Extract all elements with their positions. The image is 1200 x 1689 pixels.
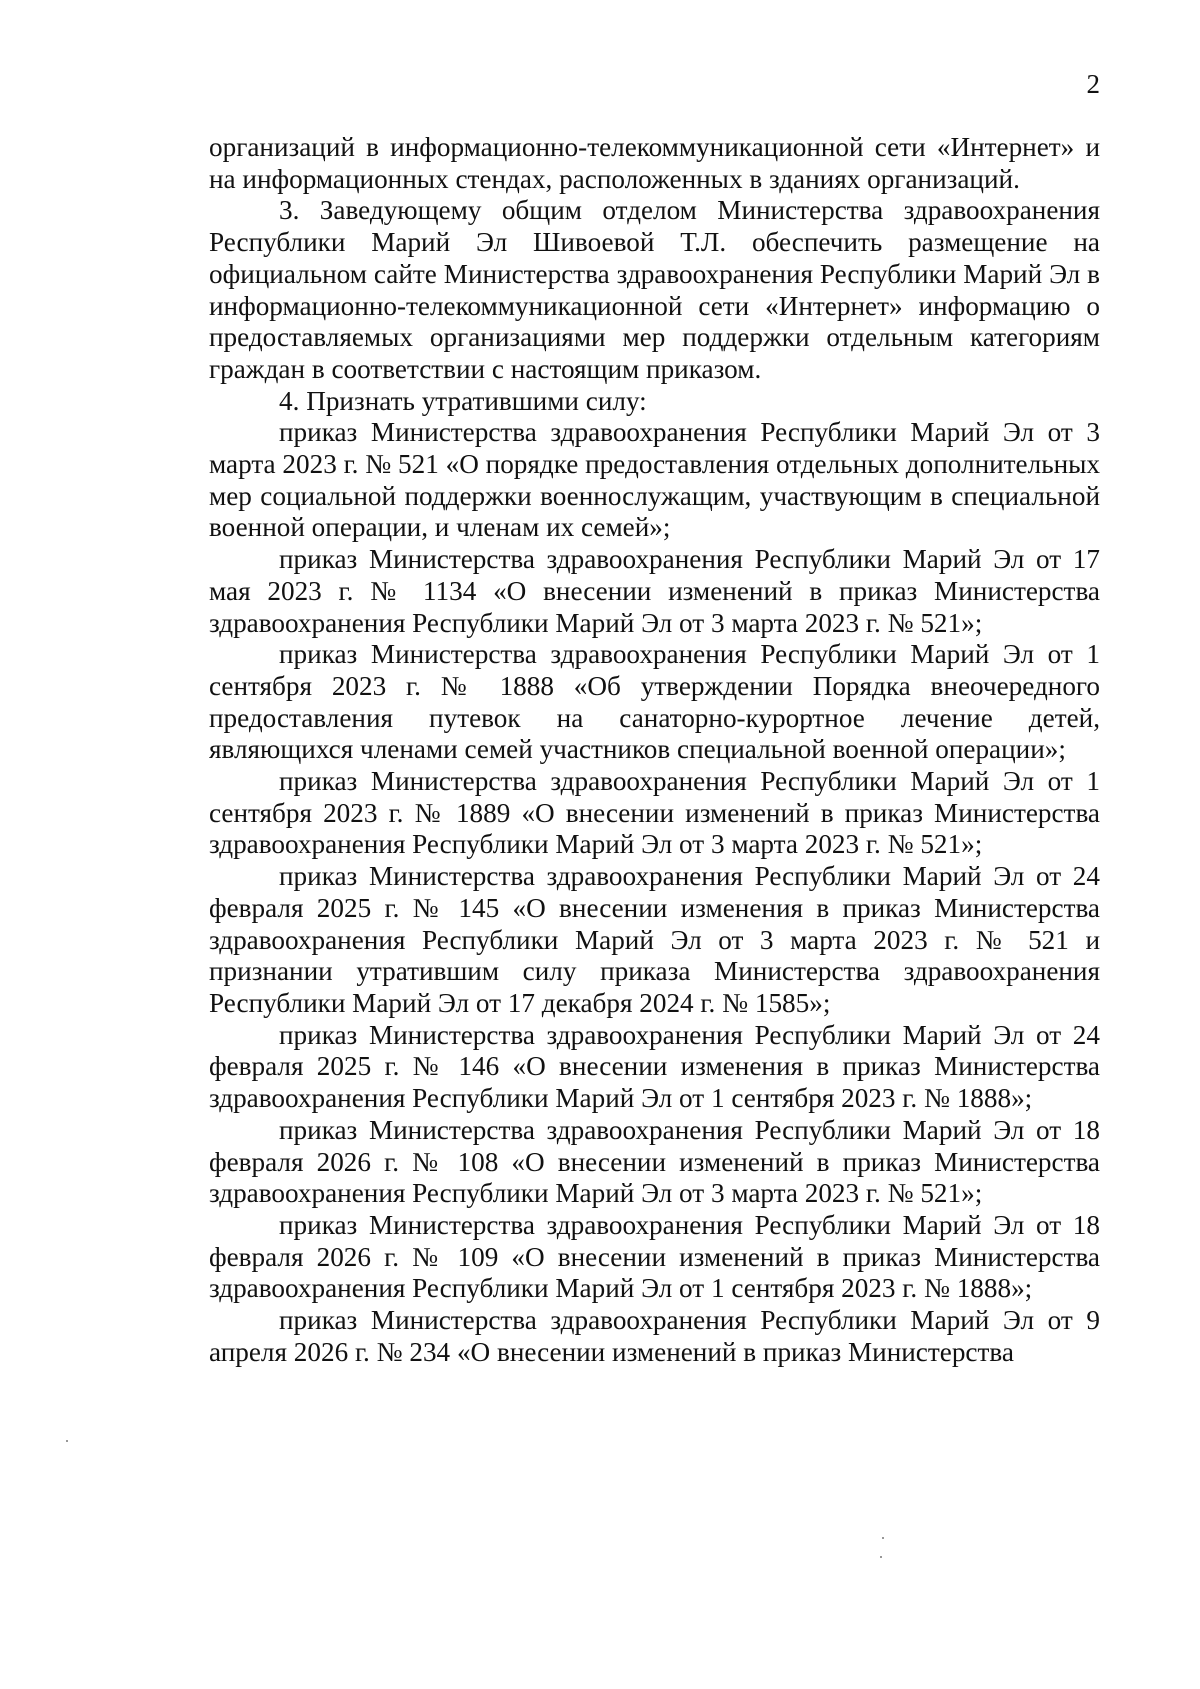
paragraph-repealed-order-234: приказ Министерства здравоохранения Республики Марий Эл от 9 апреля 2026 г. № 234 «О внесении изменений в приказ Министерства	[209, 1305, 1100, 1367]
document-body	[209, 132, 1100, 1368]
paragraph-repealed-order-1134: приказ Министерства здравоохранения Республики Марий Эл от 17 мая 2023 г. № 1134 «О внесении изменений в приказ Министерства здравоохранения Республики Марий Эл от 3 марта 2023 г. № 521»;	[209, 544, 1100, 638]
paragraph-repealed-order-108: приказ Министерства здравоохранения Республики Марий Эл от 18 февраля 2026 г. № 108 «О внесении изменений в приказ Министерства здравоохранения Республики Марий Эл от 3 марта 2023 г. № 521»;	[209, 1114, 1100, 1209]
paragraph-repealed-order-1889: приказ Министерства здравоохранения Республики Марий Эл от 1 сентября 2023 г. № 1889 «О внесении изменений в приказ Министерства здравоохранения Республики Марий Эл от 3 марта 2023 г. № 521»;	[209, 766, 1100, 860]
page-number: 2	[1086, 69, 1100, 99]
paragraph-repealed-order-146: приказ Министерства здравоохранения Республики Марий Эл от 24 февраля 2025 г. № 146 «О внесении изменения в приказ Министерства здравоохранения Республики Марий Эл от 1 сентября 2023 г. № 1888»;	[209, 1019, 1100, 1114]
scan-speck	[66, 1440, 68, 1442]
paragraph-repealed-order-1888: приказ Министерства здравоохранения Республики Марий Эл от 1 сентября 2023 г. № 1888 «Об утверждении Порядка внеочередного предоставления путевок на санаторно-курортное лечение детей, являющихся членами семей участников специальной военной операции»;	[209, 639, 1100, 765]
paragraph-item-4: 4. Признать утратившими силу:	[279, 385, 647, 416]
scan-speck	[880, 1556, 882, 1558]
paragraph-repealed-order-109: приказ Министерства здравоохранения Республики Марий Эл от 18 февраля 2026 г. № 109 «О внесении изменений в приказ Министерства здравоохранения Республики Марий Эл от 1 сентября 2023 г. № 1888»;	[209, 1209, 1100, 1304]
paragraph-continuation: организаций в информационно-телекоммуникационной сети «Интернет» и на информационных стендах, расположенных в зданиях организаций.	[209, 132, 1100, 194]
paragraph-repealed-order-521: приказ Министерства здравоохранения Республики Марий Эл от 3 марта 2023 г. № 521 «О порядке предоставления отдельных дополнительных мер социальной поддержки военнослужащим, участвующим в специальной военной операции, и членам их семей»;	[209, 417, 1100, 543]
paragraph-item-3: 3. Заведующему общим отделом Министерства здравоохранения Республики Марий Эл Шивоевой Т.Л. обеспечить размещение на официальном сайте Министерства здравоохранения Республики Марий Эл в информационно-телекоммуникационной сети «Интернет» информацию о предоставляемых организациями мер поддержки отдельным категориям граждан в соответствии с настоящим приказом.	[209, 195, 1100, 384]
scan-speck	[882, 1537, 884, 1539]
paragraph-repealed-order-145: приказ Министерства здравоохранения Республики Марий Эл от 24 февраля 2025 г. № 145 «О внесении изменения в приказ Министерства здравоохранения Республики Марий Эл от 3 марта 2023 г. № 521 и признании утратившим силу приказа Министерства здравоохранения Республики Марий Эл от 17 декабря 2024 г. № 1585»;	[209, 861, 1100, 1018]
